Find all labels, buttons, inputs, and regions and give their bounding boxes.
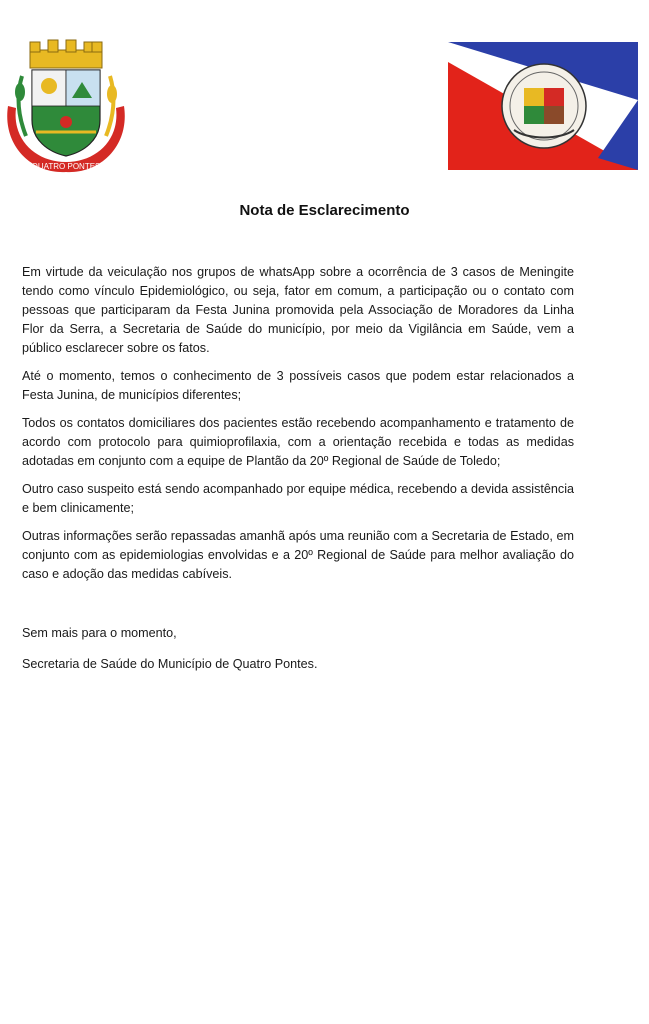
paragraph: Outras informações serão repassadas amanhã após uma reunião com a Secretaria de Estado, em conjunto com as epidemiologias envolvidas e a 20º Regional de Saúde para melhor avaliação do caso e adoção das medidas cabíveis.: [22, 529, 574, 581]
municipal-coat-of-arms-icon: [2, 36, 130, 176]
paragraph: Todos os contatos domiciliares dos pacientes estão recebendo acompanhamento e tratamento de acordo com protocolo para quimioprofilaxia, com a orientação recebida e todas as medidas adotadas em conjunto com a equipe de Plantão da 20º Regional de Saúde de Toledo;: [22, 416, 574, 468]
coat-ribbon-text: QUATRO PONTES: [31, 162, 101, 171]
document-body: [22, 263, 574, 593]
municipal-flag-icon: [448, 42, 638, 170]
signature-line: Secretaria de Saúde do Município de Quatro Pontes.: [22, 657, 318, 671]
closing-line: Sem mais para o momento,: [22, 626, 177, 640]
paragraph: Outro caso suspeito está sendo acompanhado por equipe médica, recebendo a devida assistência e bem clinicamente;: [22, 482, 574, 515]
document-closing: [22, 624, 574, 686]
document-title: Nota de Esclarecimento: [239, 202, 410, 219]
paragraph: Em virtude da veiculação nos grupos de whatsApp sobre a ocorrência de 3 casos de Meningite tendo como vínculo Epidemiológico, ou seja, fator em comum, a participação ou o contato com pessoas que participaram da Festa Junina promovida pela Associação de Moradores da Linha Flor da Serra, a Secretaria de Saúde do município, por meio da Vigilância em Saúde, vem a público esclarecer sobre os fatos.: [22, 265, 574, 355]
paragraph: Até o momento, temos o conhecimento de 3 possíveis casos que podem estar relacionados a Festa Junina, de municípios diferentes;: [22, 369, 574, 402]
